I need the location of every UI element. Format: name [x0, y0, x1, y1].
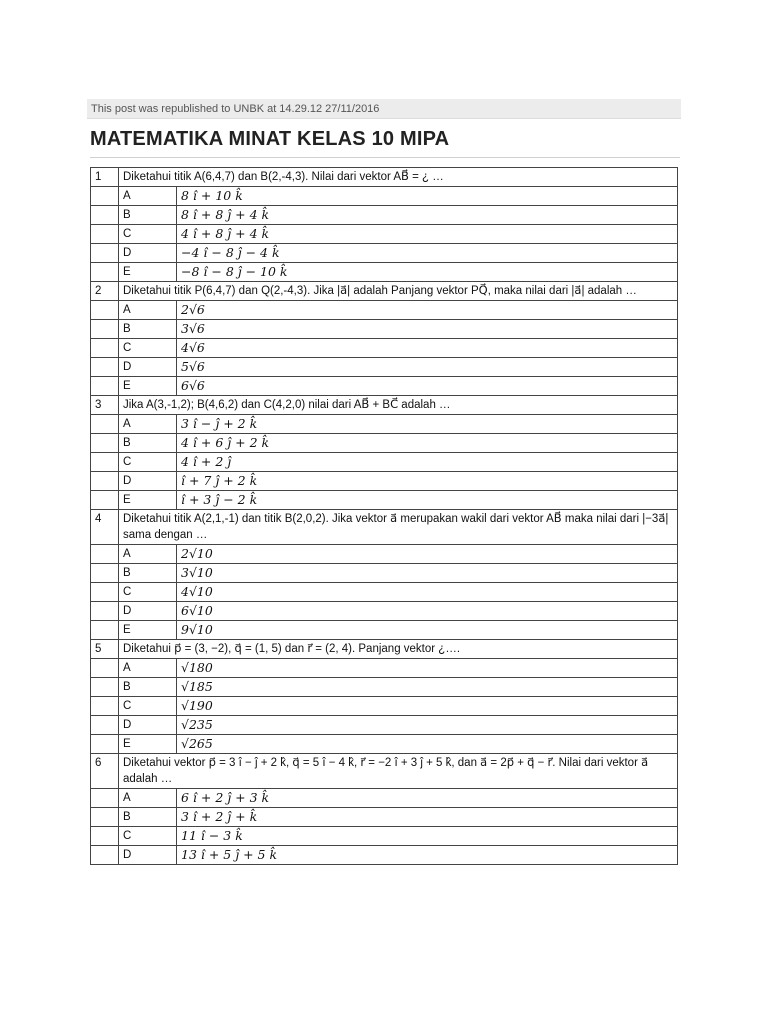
option-letter: A	[119, 415, 177, 434]
option-row	[91, 716, 678, 735]
option-value: −8 î − 8 ĵ − 10 k̂	[177, 263, 678, 282]
blank-cell	[91, 377, 119, 396]
option-row	[91, 583, 678, 602]
option-value: 9√10	[177, 621, 678, 640]
option-value: √190	[177, 697, 678, 716]
blank-cell	[91, 602, 119, 621]
option-letter: D	[119, 244, 177, 263]
option-row	[91, 621, 678, 640]
option-row	[91, 697, 678, 716]
blank-cell	[91, 320, 119, 339]
option-row	[91, 358, 678, 377]
question-text: Diketahui titik A(6,4,7) dan B(2,-4,3). Nilai dari vektor AB⃗ = ¿ …	[119, 168, 678, 187]
option-letter: A	[119, 789, 177, 808]
option-letter: C	[119, 827, 177, 846]
option-letter: E	[119, 735, 177, 754]
option-value: 3√6	[177, 320, 678, 339]
option-letter: E	[119, 377, 177, 396]
blank-cell	[91, 263, 119, 282]
option-letter: A	[119, 659, 177, 678]
option-row	[91, 678, 678, 697]
option-row	[91, 735, 678, 754]
option-letter: D	[119, 846, 177, 865]
option-value: 8 î + 8 ĵ + 4 k̂	[177, 206, 678, 225]
option-value: 4 î + 2 ĵ	[177, 453, 678, 472]
blank-cell	[91, 583, 119, 602]
option-value: 3√10	[177, 564, 678, 583]
option-row	[91, 491, 678, 510]
option-value: 6√10	[177, 602, 678, 621]
option-row	[91, 320, 678, 339]
option-letter: C	[119, 583, 177, 602]
question-text: Diketahui titik A(2,1,-1) dan titik B(2,0,2). Jika vektor a⃗ merupakan wakil dari vektor AB⃗ maka nilai dari |−3a⃗| sama dengan …	[119, 510, 678, 545]
option-row	[91, 301, 678, 320]
blank-cell	[91, 358, 119, 377]
option-letter: A	[119, 545, 177, 564]
option-letter: B	[119, 564, 177, 583]
option-value: √185	[177, 678, 678, 697]
question-row	[91, 282, 678, 301]
question-row	[91, 510, 678, 545]
option-row	[91, 187, 678, 206]
question-table	[90, 167, 678, 865]
option-letter: C	[119, 225, 177, 244]
republish-banner: This post was republished to UNBK at 14.29.12 27/11/2016	[87, 99, 681, 119]
option-row	[91, 472, 678, 491]
blank-cell	[91, 244, 119, 263]
page-title: MATEMATIKA MINAT KELAS 10 MIPA	[90, 128, 680, 158]
option-letter: D	[119, 602, 177, 621]
option-value: √265	[177, 735, 678, 754]
option-value: 11 î − 3 k̂	[177, 827, 678, 846]
option-row	[91, 602, 678, 621]
option-letter: A	[119, 301, 177, 320]
question-text: Jika A(3,-1,2); B(4,6,2) dan C(4,2,0) nilai dari AB⃗ + BC⃗ adalah …	[119, 396, 678, 415]
blank-cell	[91, 434, 119, 453]
option-row	[91, 827, 678, 846]
blank-cell	[91, 472, 119, 491]
option-row	[91, 206, 678, 225]
option-row	[91, 434, 678, 453]
option-letter: E	[119, 263, 177, 282]
blank-cell	[91, 808, 119, 827]
option-letter: C	[119, 339, 177, 358]
question-row	[91, 168, 678, 187]
question-row	[91, 396, 678, 415]
option-row	[91, 789, 678, 808]
option-row	[91, 263, 678, 282]
question-text: Diketahui vektor p⃗ = 3 î − ĵ + 2 k̂, q⃗ = 5 î − 4 k̂, r⃗ = −2 î + 3 ĵ + 5 k̂, dan a⃗ = 2p⃗ + q⃗ − r⃗. Nilai dari vektor a⃗ adalah …	[119, 754, 678, 789]
option-row	[91, 377, 678, 396]
blank-cell	[91, 697, 119, 716]
question-number: 3	[91, 396, 119, 415]
option-row	[91, 564, 678, 583]
blank-cell	[91, 187, 119, 206]
option-letter: B	[119, 320, 177, 339]
option-value: √235	[177, 716, 678, 735]
question-number: 4	[91, 510, 119, 545]
option-value: √180	[177, 659, 678, 678]
option-row	[91, 453, 678, 472]
blank-cell	[91, 453, 119, 472]
option-value: 3 î − ĵ + 2 k̂	[177, 415, 678, 434]
option-value: î + 7 ĵ + 2 k̂	[177, 472, 678, 491]
blank-cell	[91, 789, 119, 808]
blank-cell	[91, 415, 119, 434]
option-letter: C	[119, 697, 177, 716]
option-value: 4√10	[177, 583, 678, 602]
question-number: 5	[91, 640, 119, 659]
question-number: 1	[91, 168, 119, 187]
option-letter: B	[119, 678, 177, 697]
blank-cell	[91, 621, 119, 640]
option-letter: A	[119, 187, 177, 206]
blank-cell	[91, 339, 119, 358]
option-value: 4√6	[177, 339, 678, 358]
option-value: 5√6	[177, 358, 678, 377]
option-letter: D	[119, 358, 177, 377]
option-row	[91, 808, 678, 827]
blank-cell	[91, 716, 119, 735]
question-row	[91, 754, 678, 789]
blank-cell	[91, 659, 119, 678]
blank-cell	[91, 545, 119, 564]
question-number: 6	[91, 754, 119, 789]
option-value: î + 3 ĵ − 2 k̂	[177, 491, 678, 510]
question-row	[91, 640, 678, 659]
option-row	[91, 846, 678, 865]
blank-cell	[91, 225, 119, 244]
blank-cell	[91, 564, 119, 583]
option-letter: D	[119, 472, 177, 491]
option-value: 3 î + 2 ĵ + k̂	[177, 808, 678, 827]
option-value: 2√6	[177, 301, 678, 320]
question-text: Diketahui titik P(6,4,7) dan Q(2,-4,3). Jika |a⃗| adalah Panjang vektor PQ⃗, maka nilai dari |a⃗| adalah …	[119, 282, 678, 301]
option-value: 4 î + 6 ĵ + 2 k̂	[177, 434, 678, 453]
option-letter: B	[119, 206, 177, 225]
option-letter: E	[119, 491, 177, 510]
option-row	[91, 339, 678, 358]
option-value: 4 î + 8 ĵ + 4 k̂	[177, 225, 678, 244]
option-value: 8 î + 10 k̂	[177, 187, 678, 206]
option-value: 6√6	[177, 377, 678, 396]
blank-cell	[91, 735, 119, 754]
option-row	[91, 659, 678, 678]
blank-cell	[91, 827, 119, 846]
option-value: 6 î + 2 ĵ + 3 k̂	[177, 789, 678, 808]
blank-cell	[91, 206, 119, 225]
option-letter: B	[119, 808, 177, 827]
blank-cell	[91, 846, 119, 865]
question-text: Diketahui p⃗ = (3, −2), q⃗ = (1, 5) dan r⃗ = (2, 4). Panjang vektor ¿….	[119, 640, 678, 659]
option-letter: B	[119, 434, 177, 453]
blank-cell	[91, 678, 119, 697]
option-value: 13 î + 5 ĵ + 5 k̂	[177, 846, 678, 865]
option-value: 2√10	[177, 545, 678, 564]
option-value: −4 î − 8 ĵ − 4 k̂	[177, 244, 678, 263]
question-number: 2	[91, 282, 119, 301]
option-letter: E	[119, 621, 177, 640]
option-letter: C	[119, 453, 177, 472]
blank-cell	[91, 491, 119, 510]
option-row	[91, 244, 678, 263]
blank-cell	[91, 301, 119, 320]
option-letter: D	[119, 716, 177, 735]
option-row	[91, 415, 678, 434]
option-row	[91, 225, 678, 244]
option-row	[91, 545, 678, 564]
